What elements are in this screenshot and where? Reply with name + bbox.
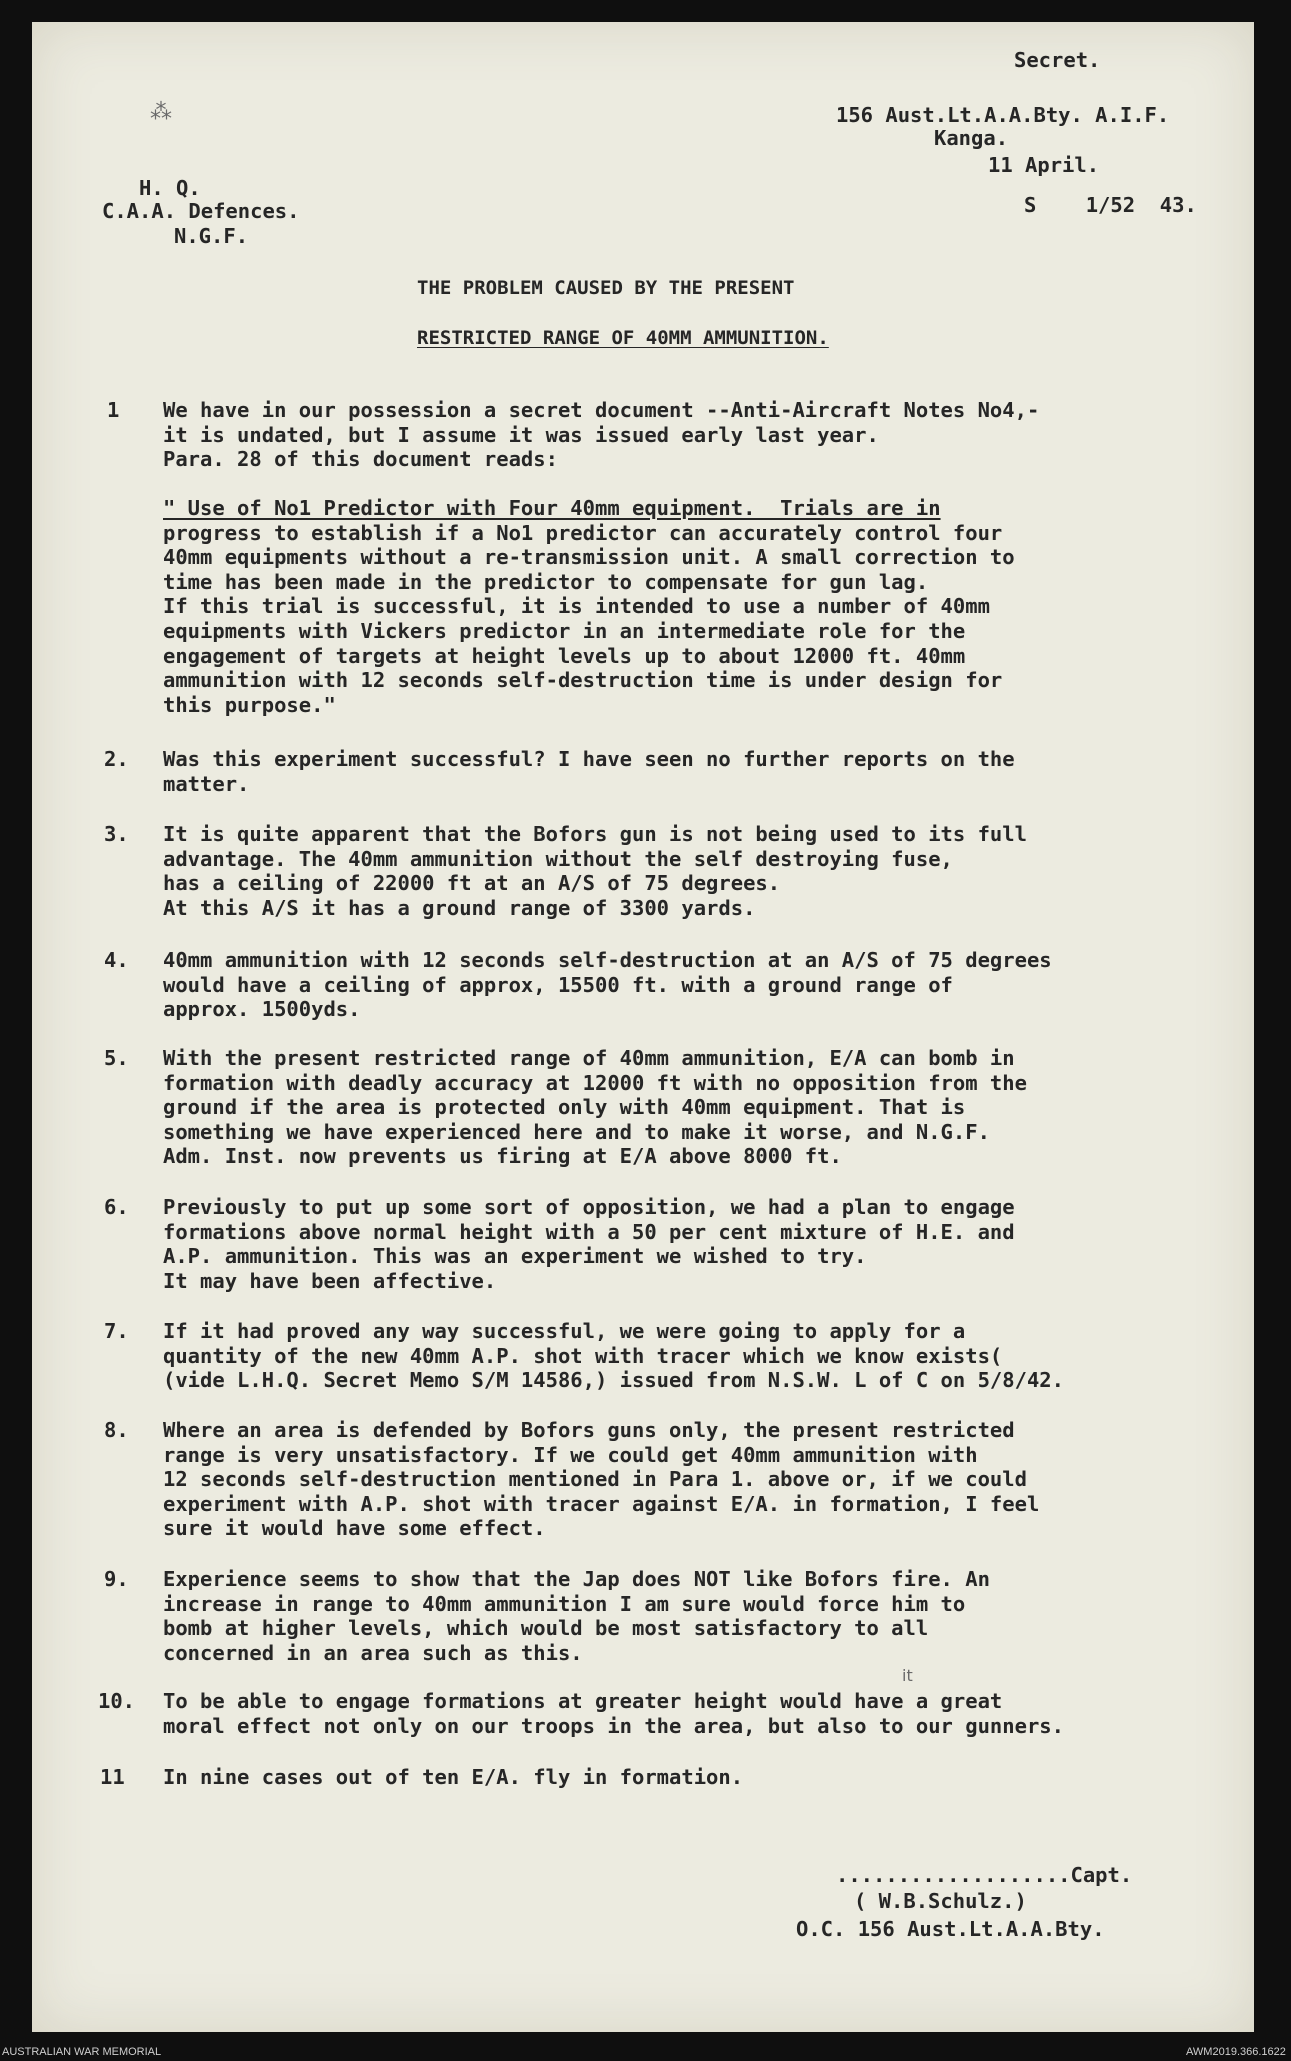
paragraph-8 (163, 1418, 1243, 1541)
paragraph-line: matter. (163, 771, 250, 796)
paragraph-line: has a ceiling of 22000 ft at an A/S of 75 degrees. (163, 871, 781, 896)
paragraph-line: Para. 28 of this document reads: (163, 447, 558, 472)
paragraph-number: 2. (104, 747, 129, 771)
paragraph-line: Experience seems to show that the Jap does NOT like Bofors fire. An (163, 1567, 990, 1591)
paragraph-number: 9. (104, 1567, 129, 1591)
paragraph-line: 40mm equipments without a re-transmission unit. A small correction to (163, 545, 1015, 570)
addressee-line-2: C.A.A. Defences. (102, 199, 300, 223)
paragraph-line: 12 seconds self-destruction mentioned in Para 1. above or, if we could (163, 1467, 1027, 1492)
paragraph-line: concerned in an area such as this. (163, 1640, 583, 1665)
paragraph-number: 4. (104, 948, 129, 972)
addressee-line-3: N.G.F. (174, 224, 249, 248)
insertion-mark: it (902, 1666, 913, 1685)
paragraph-line: Adm. Inst. now prevents us firing at E/A above 8000 ft. (163, 1144, 842, 1169)
paragraph-line: Previously to put up some sort of opposition, we had a plan to engage (163, 1195, 1015, 1219)
place-name: Kanga. (934, 126, 1009, 150)
paragraph-line: 40mm ammunition with 12 seconds self-destruction at an A/S of 75 degrees (163, 948, 1052, 972)
paragraph-line: It is quite apparent that the Bofors gun is not being used to its full (163, 822, 1027, 846)
paragraph-11 (163, 1765, 1243, 1790)
paragraph-line: If this trial is successful, it is intended to use a number of 40mm (163, 594, 990, 619)
unit-name: 156 Aust.Lt.A.A.Bty. A.I.F. (836, 103, 1170, 127)
paragraph-line: With the present restricted range of 40mm ammunition, E/A can bomb in (163, 1046, 1015, 1070)
paragraph-number: 8. (104, 1418, 129, 1442)
paragraph-line: (vide L.H.Q. Secret Memo S/M 14586,) issued from N.S.W. L of C on 5/8/42. (163, 1368, 1064, 1393)
classification-label: Secret. (1014, 48, 1101, 72)
paragraph-line: Where an area is defended by Bofors guns only, the present restricted (163, 1418, 1015, 1442)
paragraph-6 (163, 1195, 1243, 1293)
paragraph-line: bomb at higher levels, which would be most satisfactory to all (163, 1616, 929, 1641)
paragraph-line: It may have been affective. (163, 1268, 497, 1293)
paragraph-5 (163, 1046, 1243, 1169)
paragraph-line: formation with deadly accuracy at 12000 ft with no opposition from the (163, 1070, 1027, 1095)
paragraph-line: approx. 1500yds. (163, 997, 361, 1022)
paragraph-number: 6. (104, 1195, 129, 1219)
paragraph-line: would have a ceiling of approx, 15500 ft. with a ground range of (163, 972, 953, 997)
paragraph-line: equipments with Vickers predictor in an intermediate role for the (163, 618, 966, 643)
addressee-line-1: H. Q. (139, 176, 201, 200)
quoted-passage (163, 496, 1243, 717)
paragraph-line: formations above normal height with a 50 per cent mixture of H.E. and (163, 1219, 1015, 1244)
letter-date: 11 April. (988, 153, 1100, 177)
paragraph-line: If it had proved any way successful, we were going to apply for a (163, 1319, 966, 1343)
paragraph-10 (163, 1689, 1243, 1738)
paragraph-number: 7. (104, 1319, 129, 1343)
title-line-2: RESTRICTED RANGE OF 40MM AMMUNITION. (417, 327, 829, 349)
paragraph-line: " Use of No1 Predictor with Four 40mm equipment. Trials are in (163, 496, 941, 520)
paragraph-line: moral effect not only on our troops in the area, but also to our gunners. (163, 1713, 1064, 1738)
paragraph-3 (163, 822, 1243, 920)
paragraph-2 (163, 747, 1243, 796)
paragraph-number: 10. (98, 1689, 136, 1713)
paragraph-line: engagement of targets at height levels up to about 12000 ft. 40mm (163, 643, 966, 668)
paragraph-line: To be able to engage formations at greater height would have a great (163, 1689, 1003, 1713)
paragraph-line: Was this experiment successful? I have seen no further reports on the (163, 747, 1015, 771)
paragraph-line: increase in range to 40mm ammunition I am sure would force him to (163, 1591, 966, 1616)
paragraph-line: quantity of the new 40mm A.P. shot with tracer which we know exists( (163, 1343, 1003, 1368)
paragraph-number: 1 (107, 398, 120, 422)
paragraph-9 (163, 1567, 1243, 1665)
paragraph-number: 5. (104, 1046, 129, 1070)
paragraph-line: ground if the area is protected only with 40mm equipment. That is (163, 1095, 966, 1120)
paragraph-line: this purpose." (163, 692, 336, 717)
paragraph-line: it is undated, but I assume it was issued early last year. (163, 422, 879, 447)
paragraph-1 (163, 398, 1243, 472)
archive-reference: AWM2019.366.1622 (1186, 2046, 1286, 2058)
paragraph-number: 11 (100, 1765, 125, 1789)
signature-line: ...................Capt. (836, 1863, 1133, 1887)
paragraph-line: time has been made in the predictor to compensate for gun lag. (163, 569, 929, 594)
paragraph-line: range is very unsatisfactory. If we could get 40mm ammunition with (163, 1442, 978, 1467)
paragraph-line: experiment with A.P. shot with tracer against E/A. in formation, I feel (163, 1491, 1040, 1516)
paragraph-line: something we have experienced here and to make it worse, and N.G.F. (163, 1119, 990, 1144)
title-line-1: THE PROBLEM CAUSED BY THE PRESENT (417, 277, 795, 299)
stray-mark-icon: ⁂ (150, 100, 172, 125)
file-reference: S 1/52 43. (1024, 193, 1197, 217)
signatory-title: O.C. 156 Aust.Lt.A.A.Bty. (796, 1917, 1105, 1941)
paragraph-line: progress to establish if a No1 predictor can accurately control four (163, 520, 1003, 545)
paragraph-line: A.P. ammunition. This was an experiment we wished to try. (163, 1244, 867, 1269)
paragraph-number: 3. (104, 822, 129, 846)
paragraph-line: In nine cases out of ten E/A. fly in formation. (163, 1765, 744, 1789)
paragraph-4 (163, 948, 1243, 1022)
paragraph-line: advantage. The 40mm ammunition without the self destroying fuse, (163, 846, 953, 871)
paragraph-line: ammunition with 12 seconds self-destruction time is under design for (163, 668, 1003, 693)
paragraph-line: At this A/S it has a ground range of 3300 yards. (163, 895, 756, 920)
paragraph-7 (163, 1319, 1243, 1393)
archive-credit: AUSTRALIAN WAR MEMORIAL (2, 2046, 162, 2058)
paragraph-line: sure it would have some effect. (163, 1516, 546, 1541)
signatory-name: ( W.B.Schulz.) (854, 1889, 1027, 1913)
paragraph-line: We have in our possession a secret document --Anti-Aircraft Notes No4,- (163, 398, 1040, 422)
